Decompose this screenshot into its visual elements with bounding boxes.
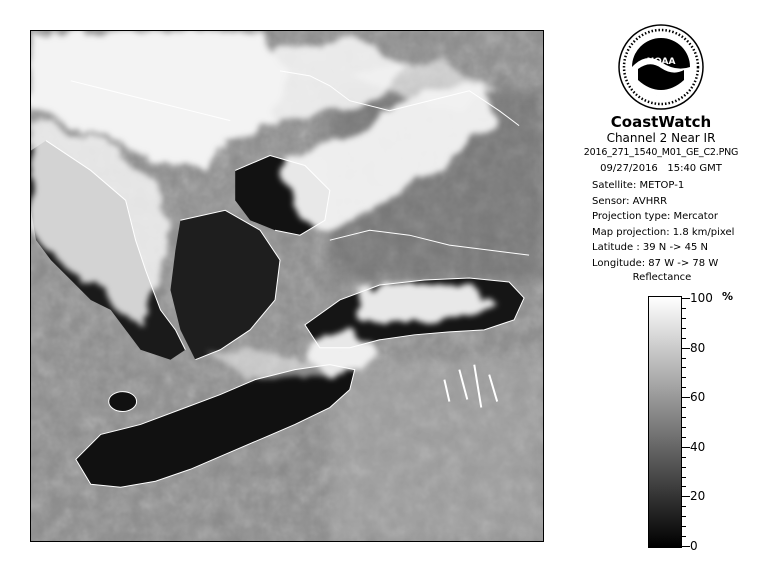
colorbar-minor-tick xyxy=(682,467,686,468)
colorbar-minor-tick xyxy=(682,516,686,517)
colorbar-major-tick xyxy=(682,348,690,349)
colorbar-minor-tick xyxy=(682,457,686,458)
colorbar-major-tick xyxy=(682,298,690,299)
colorbar-tick-label: 0 xyxy=(690,539,698,553)
colorbar-minor-tick xyxy=(682,328,686,329)
satellite-map-svg xyxy=(31,31,543,541)
noaa-logo-icon xyxy=(618,24,704,110)
colorbar-minor-tick xyxy=(682,486,686,487)
colorbar-major-tick xyxy=(682,546,690,547)
colorbar-tick-label: 20 xyxy=(690,489,706,504)
colorbar-major-tick xyxy=(682,447,690,448)
colorbar-minor-tick xyxy=(682,387,686,388)
colorbar-minor-tick xyxy=(682,367,686,368)
filename-label: 2016_271_1540_M01_GE_C2.PNG xyxy=(583,147,739,158)
colorbar-major-tick xyxy=(682,397,690,398)
colorbar-minor-tick xyxy=(682,477,686,478)
product-title: CoastWatch xyxy=(610,113,712,131)
colorbar-minor-tick xyxy=(682,308,686,309)
colorbar-tick-label: 80 xyxy=(690,340,706,355)
colorbar-major-tick xyxy=(682,496,690,497)
satellite-image xyxy=(30,30,544,542)
metadata-list xyxy=(592,178,734,272)
colorbar-minor-tick xyxy=(682,417,686,418)
sensor-line: Sensor: AVHRR xyxy=(592,195,668,207)
longitude-line: Longitude: 87 W -> 78 W xyxy=(592,257,719,269)
time-label: 15:40 GMT xyxy=(667,163,722,174)
colorbar-tick-label: 60 xyxy=(690,390,706,405)
colorbar-minor-tick xyxy=(682,526,686,527)
colorbar-minor-tick xyxy=(682,506,686,507)
noaa-logo-text: NOAA xyxy=(646,57,676,67)
colorbar-tick-label: 40 xyxy=(690,439,706,454)
colorbar-minor-tick xyxy=(682,437,686,438)
map-projection-line: Map projection: 1.8 km/pixel xyxy=(592,226,735,238)
colorbar-minor-tick xyxy=(682,427,686,428)
projection-type-line: Projection type: Mercator xyxy=(592,211,718,223)
land-light-region xyxy=(330,360,543,541)
datetime-label xyxy=(572,163,750,175)
colorbar-minor-tick xyxy=(682,358,686,359)
scale-unit: % xyxy=(722,290,734,303)
channel-label: Channel 2 Near IR xyxy=(606,131,716,145)
reflectance-colorbar xyxy=(648,296,682,548)
noaa-logo xyxy=(618,24,704,110)
colorbar-minor-tick xyxy=(682,407,686,408)
colorbar-minor-tick xyxy=(682,318,686,319)
latitude-line: Latitude : 39 N -> 45 N xyxy=(592,242,708,254)
date-label: 09/27/2016 xyxy=(600,163,658,174)
colorbar-minor-tick xyxy=(682,338,686,339)
colorbar-minor-tick xyxy=(682,536,686,537)
colorbar-minor-tick xyxy=(682,377,686,378)
satellite-line: Satellite: METOP-1 xyxy=(592,180,685,191)
colorbar-tick-label: 100 xyxy=(690,291,713,305)
scale-title: Reflectance xyxy=(632,272,692,283)
